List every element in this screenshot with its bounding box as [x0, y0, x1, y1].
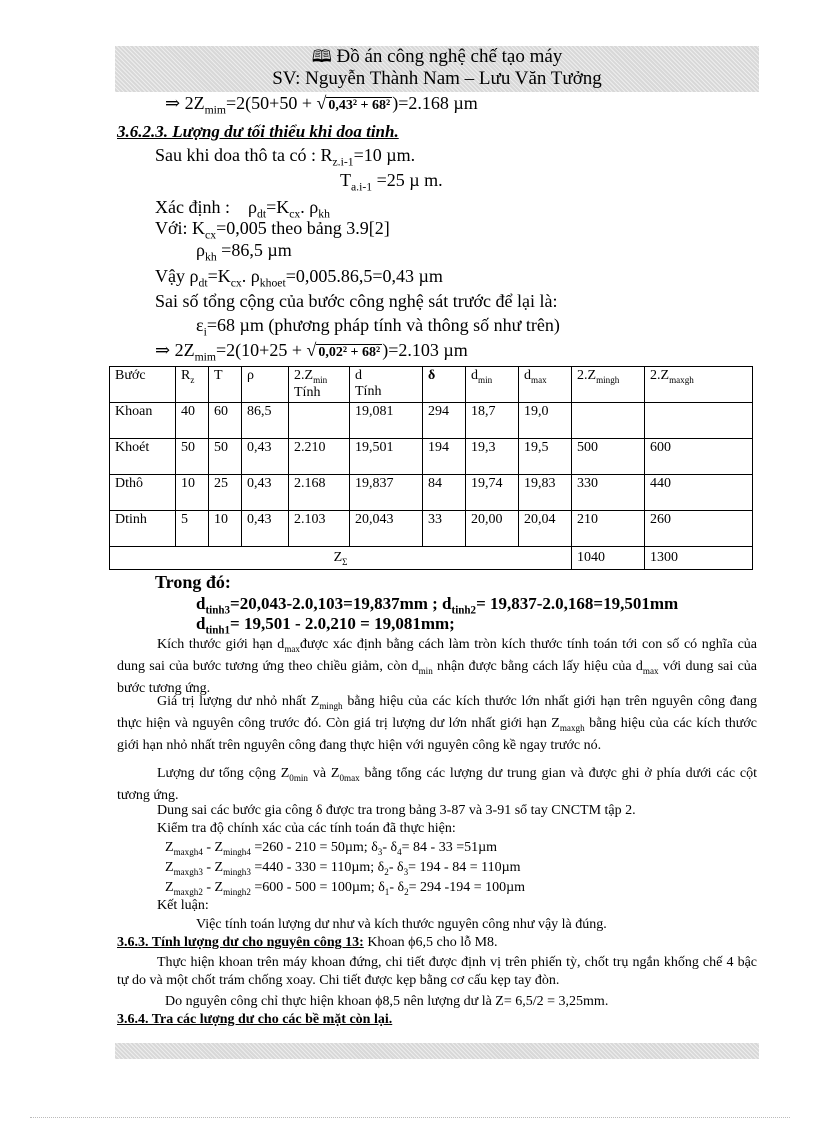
cell: 50: [176, 439, 209, 475]
calc-line-2: $d_{tinh1}= 19,501 - 2.0,210 = 19,081mm$;: [196, 614, 455, 637]
cell: 50: [209, 439, 242, 475]
total-min: 1040: [572, 547, 645, 570]
check-line-3: $Z_{maxgh2} - Z_{mingh2} =600 - 500 = 100\mu m$; $\delta_1-$ $\delta_2= 294$ -194 = 100µm: [165, 880, 526, 897]
cell: 440: [645, 475, 753, 511]
doa-line-5: $\rho_{kh} =86,5$ µm: [196, 240, 292, 264]
cell: 84: [423, 475, 466, 511]
table-header-row: [110, 367, 753, 403]
table-total-row: [110, 547, 753, 570]
cell: 20,00: [466, 511, 519, 547]
th-dmin: $d_{min}$: [466, 367, 519, 403]
page-bottom-dots: [30, 1117, 790, 1118]
paragraph-tolerance: Dung sai các bước gia công δ được tra trong bảng 3-87 và 3-91 sổ tay CNCTM tập 2.: [157, 803, 636, 818]
cell: 500: [572, 439, 645, 475]
cell: [289, 403, 350, 439]
cell: 2.103: [289, 511, 350, 547]
cell: 19,837: [350, 475, 423, 511]
cell: 600: [645, 439, 753, 475]
cell: 2.168: [289, 475, 350, 511]
th-2zmaxgh: $2.Z_{maxgh}$: [645, 367, 753, 403]
total-max: 1300: [645, 547, 753, 570]
cell: Khoét: [110, 439, 176, 475]
doa-line-6: Vậy $\rho_{dt}=K_{cx}$. $\rho_{khoet}=0,005.86,5=0,43$ µm: [155, 266, 443, 290]
paragraph-dmax: Kích thước giới hạn $d_{max}được$ xác định bằng cách làm tròn kích thước tính toán tới con số có nghĩa của dung sai của bước tương ứng theo chiều giảm, còn $d_{min}$ nhận được bằng cách lấy hiệu của $d_{max}$ với dung sai của bước tương ứng.: [117, 637, 757, 696]
page-header: [115, 46, 759, 92]
th-rz: $R_z$: [176, 367, 209, 403]
cell: 19,74: [466, 475, 519, 511]
check-line-1: $Z_{maxgh4} - Z_{mingh4} =260 - 210 = 50\mu m$; $\delta_3-$ $\delta_4= 84 - 33 =51\mu m$: [165, 840, 498, 857]
cell: 19,501: [350, 439, 423, 475]
cell: Dtinh: [110, 511, 176, 547]
cell: [645, 403, 753, 439]
section-3-6-3: 3.6.3. Tính lượng dư cho nguyên công 13: Khoan ϕ6,5 cho lỗ M8.: [117, 935, 498, 950]
header-title: Đồ án công nghệ chế tạo máy: [336, 46, 563, 67]
cell: 86,5: [242, 403, 289, 439]
section-3-6-2-3-title: 3.6.2.3. Lượng dư tối thiểu khi doa tinh.: [117, 122, 399, 141]
doa-line-2: $T_{a.i-1} =25$ µ m.: [340, 170, 443, 194]
formula-zmin-1: ⇒ $2Z_{mim}=2(50+50$ + √ 0,43² + 68² )=2.168 µm: [165, 93, 478, 117]
ket-luan-text: Việc tính toán lượng dư như và kích thước nguyên công như vậy là đúng.: [196, 917, 607, 932]
cell: 19,3: [466, 439, 519, 475]
th-rho: ρ: [242, 367, 289, 403]
th-d: d Tính: [350, 367, 423, 403]
doa-line-3: Xác định : $\rho_{dt}=K_{cx}$. $\rho_{kh}$: [155, 197, 330, 221]
calc-line-1: $d_{tinh3}=20,043-2.0,103=19,837mm$ ; $d_{tinh2}= 19,837-2.0,168=19,501mm$: [196, 594, 679, 617]
th-buoc: Bước: [110, 367, 176, 403]
doa-line-8: $\varepsilon_i=68$ µm (phương pháp tính và thông số như trên): [196, 315, 560, 339]
cell: 20,04: [519, 511, 572, 547]
paragraph-check: Kiểm tra độ chính xác của các tính toán đã thực hiện:: [157, 821, 456, 836]
cell: 20,043: [350, 511, 423, 547]
cell: 210: [572, 511, 645, 547]
cell: 0,43: [242, 475, 289, 511]
total-label: $Z_\Sigma$: [110, 547, 572, 570]
cell: 0,43: [242, 439, 289, 475]
cell: 25: [209, 475, 242, 511]
th-t: T: [209, 367, 242, 403]
cell: 19,5: [519, 439, 572, 475]
cell: 10: [209, 511, 242, 547]
formula-zmin-2: ⇒ $2Z_{mim}=2(10+25$ + √ 0,02² + 68² )=2.103 µm: [155, 340, 468, 364]
paragraph-khoan: Thực hiện khoan trên máy khoan đứng, chi tiết được định vị trên phiến tỳ, chốt trụ ngắn khống chế 4 bậc tự do và một chốt trám chống xoay. Chi tiết được kẹp bằng cơ cấu kẹp tay đòn.: [117, 955, 757, 988]
cell: 5: [176, 511, 209, 547]
cell: 2.210: [289, 439, 350, 475]
cell: 194: [423, 439, 466, 475]
doa-line-4: Với: $K_{cx}=0,005$ theo bảng 3.9[2]: [155, 218, 390, 242]
cell: 19,0: [519, 403, 572, 439]
cell: 0,43: [242, 511, 289, 547]
doa-line-7: Sai số tổng cộng của bước công nghệ sát trước để lại là:: [155, 291, 558, 311]
header-authors: SV: Nguyễn Thành Nam – Lưu Văn Tưởng: [272, 68, 602, 89]
book-icon: 🕮: [311, 47, 332, 67]
table-row: [110, 439, 753, 475]
cell: 60: [209, 403, 242, 439]
cell: 33: [423, 511, 466, 547]
th-2zmingh: $2.Z_{mingh}$: [572, 367, 645, 403]
allowance-table: [109, 366, 753, 570]
th-delta: δ: [423, 367, 466, 403]
cell: Khoan: [110, 403, 176, 439]
paragraph-luong-du: Do nguyên công chỉ thực hiện khoan ϕ8,5 nên lượng dư là Z= 6,5/2 = 3,25mm.: [165, 994, 609, 1009]
page-footer-band: [115, 1043, 759, 1059]
table-row: [110, 403, 753, 439]
cell: 19,081: [350, 403, 423, 439]
th-2zmin: $2.Z_{min}$ Tính: [289, 367, 350, 403]
cell: [572, 403, 645, 439]
cell: 260: [645, 511, 753, 547]
table-row: [110, 511, 753, 547]
cell: 330: [572, 475, 645, 511]
table-row: [110, 475, 753, 511]
trong-do-label: Trong đó:: [155, 572, 231, 592]
cell: 294: [423, 403, 466, 439]
cell: 19,83: [519, 475, 572, 511]
th-dmax: $d_{max}$: [519, 367, 572, 403]
cell: 18,7: [466, 403, 519, 439]
cell: Dthô: [110, 475, 176, 511]
check-line-2: $Z_{maxgh3} - Z_{mingh3} =440 - 330 = 110\mu m$; $\delta_2-$ $\delta_3= 194 - 84 = 110\mu m$: [165, 860, 521, 877]
cell: 40: [176, 403, 209, 439]
doa-line-1: Sau khi doa thô ta có : $R_{z.i-1}=10$ µm.: [155, 145, 416, 169]
cell: 10: [176, 475, 209, 511]
ket-luan-label: Kết luận:: [157, 898, 209, 913]
section-3-6-4: 3.6.4. Tra các lượng dư cho các bề mặt còn lại.: [117, 1012, 393, 1027]
paragraph-zmingh: Giá trị lượng dư nhỏ nhất $Z_{mingh}$ bằng hiệu của các kích thước lớn nhất giới hạn trên nguyên công đang thực hiện và nguyên công trước đó. Còn giá trị lượng dư lớn nhất giới hạn $Z_{maxgh}$ bằng hiệu của các kích thước giới hạn nhỏ nhất trên nguyên công đang thực hiện với nguyên công kề ngay trước nó.: [117, 694, 758, 753]
paragraph-z0: Lượng dư tổng cộng $Z_{0min}$ và $Z_{0max}$ bằng tổng các lượng dư trung gian và được ghi ở phía dưới các cột tương ứng.: [117, 766, 758, 803]
